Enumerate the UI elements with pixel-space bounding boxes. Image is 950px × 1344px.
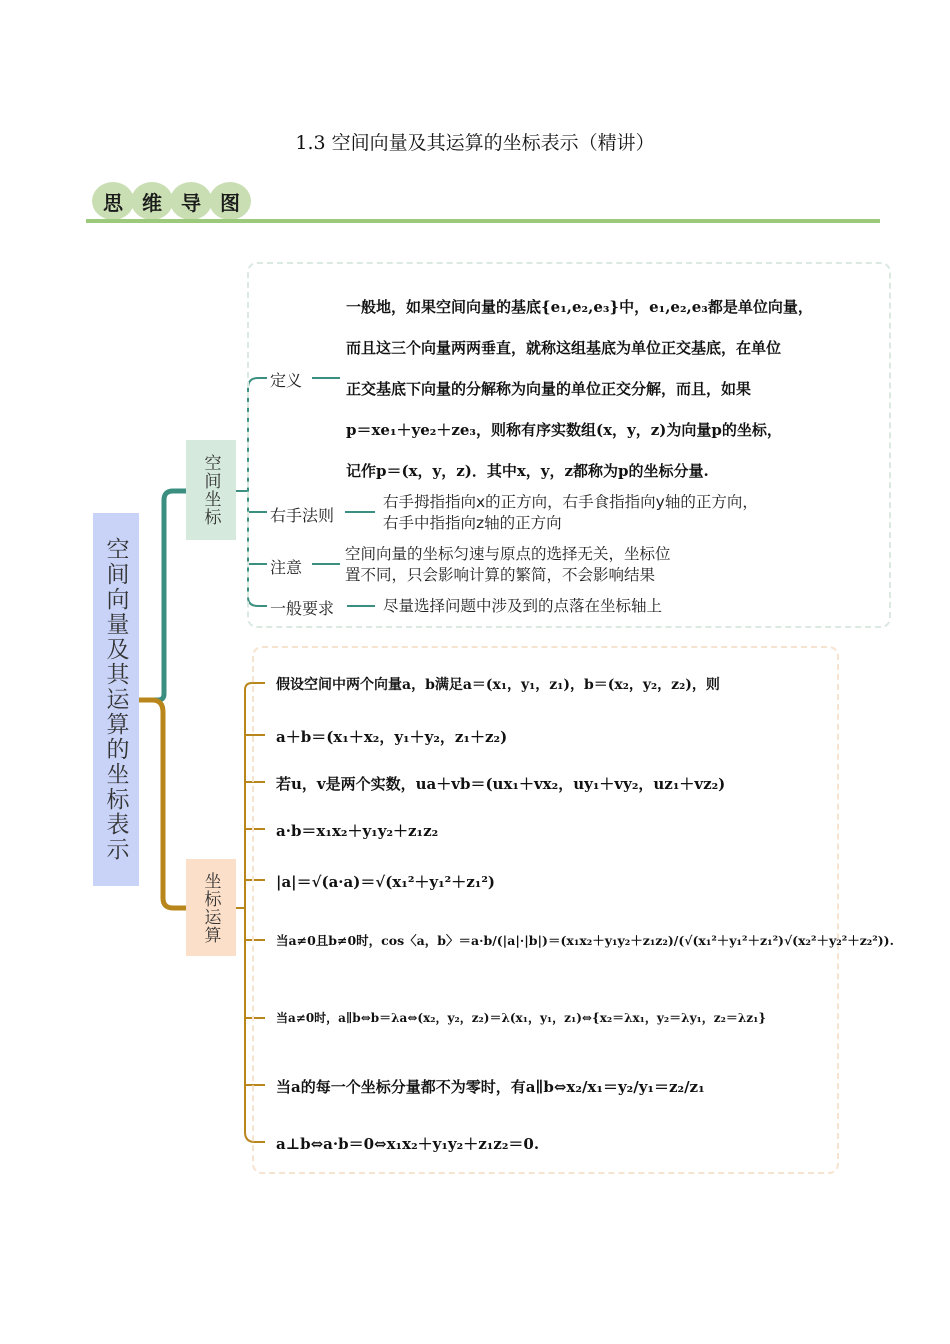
formula-dot-product: a·b＝x₁x₂＋y₁y₂＋z₁z₂	[276, 822, 439, 840]
header-char-2: 维	[131, 182, 173, 220]
header-char-4: 图	[209, 182, 251, 220]
definition-text	[346, 287, 871, 492]
branch-coord-ops-label: 坐标运算	[200, 871, 221, 944]
formula-cosine: 当a≠0且b≠0时，cos〈a，b〉＝a·b/(|a|·|b|)＝(x₁x₂＋y₁y₂＋z₁z₂)/(√(x₁²＋y₁²＋z₁²)√(x₂²＋y₂²＋z₂²)).	[276, 933, 894, 948]
definition-line-4: p＝xe₁＋ye₂＋ze₃，则称有序实数组(x，y，z)为向量p的坐标，	[346, 421, 782, 439]
general-label: 一般要求	[270, 599, 335, 618]
formula-premise: 假设空间中两个向量a，b满足a＝(x₁，y₁，z₁)，b＝(x₂，y₂，z₂)，则	[276, 677, 720, 693]
header-char-1: 思	[92, 182, 134, 220]
definition-line-1: 一般地，如果空间向量的基底{e₁,e₂,e₃}中，e₁,e₂,e₃都是单位向量，	[346, 298, 813, 316]
definition-line-5: 记作p＝(x，y，z)．其中x，y，z都称为p的坐标分量.	[346, 462, 709, 480]
formula-addition: a＋b＝(x₁＋x₂，y₁＋y₂，z₁＋z₂)	[276, 728, 508, 746]
branch-coord-ops	[186, 859, 236, 956]
formula-parallel-ratio: 当a的每一个坐标分量都不为零时，有a∥b⇔x₂/x₁＝y₂/y₁＝z₂/z₁	[276, 1078, 705, 1096]
definition-line-3: 正交基底下向量的分解称为向量的单位正交分解，而且，如果	[346, 380, 752, 398]
note-line-1: 空间向量的坐标匀速与原点的选择无关，坐标位	[345, 545, 671, 563]
branch-space-coords	[186, 440, 236, 540]
right-hand-label: 右手法则	[270, 506, 335, 525]
main-topic-label: 空间向量及其运算的坐标表示	[102, 537, 129, 862]
formula-magnitude: |a|＝√(a·a)＝√(x₁²＋y₁²＋z₁²)	[276, 873, 495, 891]
note-label: 注意	[270, 558, 303, 577]
note-text	[345, 544, 671, 586]
header-char-3: 导	[170, 182, 212, 220]
note-line-2: 置不同，只会影响计算的繁简，不会影响结果	[345, 566, 656, 584]
formula-linear-combination: 若u，v是两个实数，ua＋vb＝(ux₁＋vx₂，uy₁＋vy₂，uz₁＋vz₂)	[276, 775, 726, 793]
formula-parallel: 当a≠0时，a∥b⇔b＝λa⇔(x₂，y₂，z₂)＝λ(x₁，y₁，z₁)⇔{x₂＝λx₁，y₂＝λy₁，z₂＝λz₁}	[276, 1011, 767, 1025]
general-text: 尽量选择问题中涉及到的点落在坐标轴上	[383, 597, 663, 615]
main-topic-box	[93, 513, 139, 886]
right-hand-line-2: 右手中指指向z轴的正方向	[383, 514, 562, 532]
definition-label: 定义	[270, 371, 303, 390]
page-title: 1.3 空间向量及其运算的坐标表示（精讲）	[295, 132, 655, 154]
formula-perpendicular: a⊥b⇔a·b＝0⇔x₁x₂＋y₁y₂＋z₁z₂＝0.	[276, 1135, 540, 1153]
right-hand-text	[383, 492, 758, 534]
definition-line-2: 而且这三个向量两两垂直，就称这组基底为单位正交基底，在单位	[346, 339, 782, 357]
branch-space-coords-label: 空间坐标	[200, 454, 221, 526]
right-hand-line-1: 右手拇指指向x的正方向，右手食指指向y轴的正方向，	[383, 493, 758, 511]
